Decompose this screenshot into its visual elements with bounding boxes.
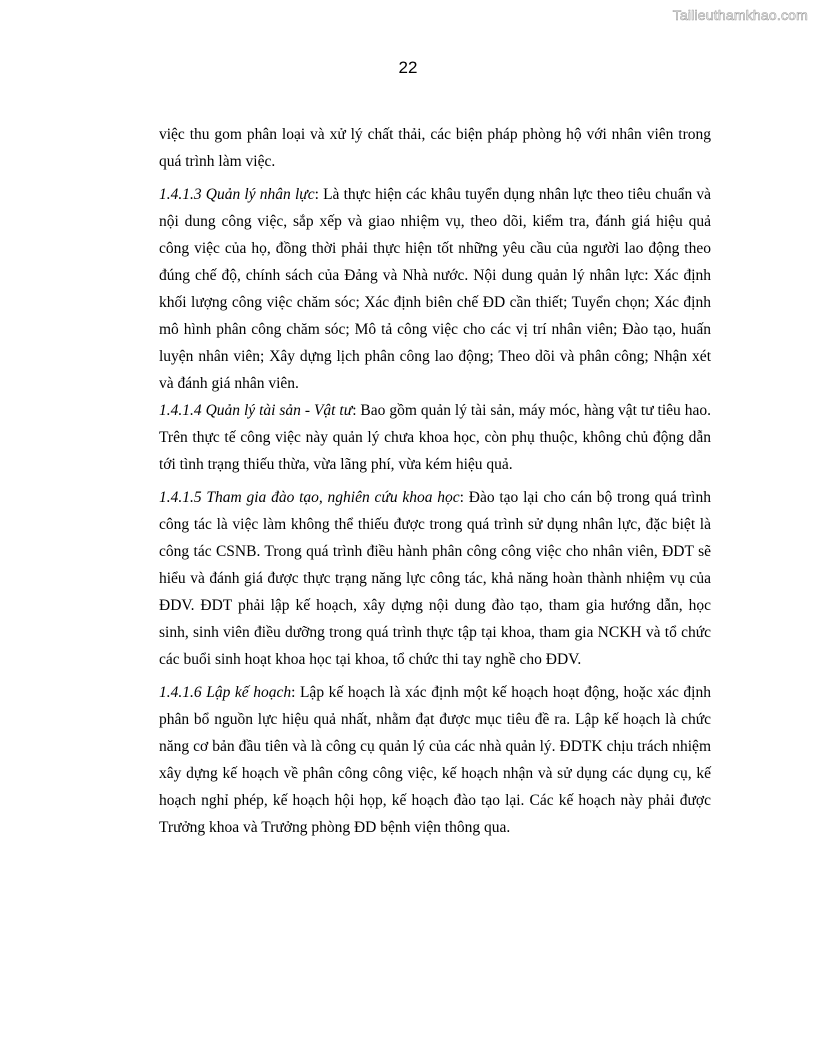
section-heading: 1.4.1.4 Quản lý tài sản - Vật tư [159, 402, 353, 419]
section-heading: 1.4.1.3 Quản lý nhân lực [159, 186, 315, 203]
section-heading: 1.4.1.5 Tham gia đào tạo, nghiên cứu khoa học [159, 489, 460, 506]
section-heading: 1.4.1.6 Lập kế hoạch [159, 684, 292, 701]
paragraph-continuation [159, 121, 711, 175]
paragraph-text: việc thu gom phân loại và xử lý chất thải, các biện pháp phòng hộ với nhân viên trong quá trình làm việc. [159, 126, 711, 170]
paragraph-text: : Bao gồm quản lý tài sản, máy móc, hàng vật tư tiêu hao. Trên thực tế công việc này quản lý chưa khoa học, còn phụ thuộc, không chủ động dẫn tới tình trạng thiếu thừa, vừa lãng phí, vừa kém hiệu quả. [159, 402, 711, 473]
paragraph-assets-supplies [159, 397, 711, 478]
paragraph-training-research [159, 484, 711, 673]
paragraph-text: : Lập kế hoạch là xác định một kế hoạch hoạt động, hoặc xác định phân bổ nguồn lực hiệu quả nhất, nhằm đạt được mục tiêu đề ra. Lập kế hoạch là chức năng cơ bản đầu tiên và là công cụ quản lý của các nhà quản lý. ĐDTK chịu trách nhiệm xây dựng kế hoạch về phân công công việc, kế hoạch nhận và sử dụng các dụng cụ, kế hoạch nghỉ phép, kế hoạch hội họp, kế hoạch đào tạo lại. Các kế hoạch này phải được Trưởng khoa và Trưởng phòng ĐD bệnh viện thông qua. [159, 684, 711, 836]
paragraph-text: : Đào tạo lại cho cán bộ trong quá trình công tác là việc làm không thể thiếu được trong quá trình sử dụng nhân lực, đặc biệt là công tác CSNB. Trong quá trình điều hành phân công công việc cho nhân viên, ĐDT sẽ hiểu và đánh giá được thực trạng năng lực công tác, khả năng hoàn thành nhiệm vụ của ĐDV. ĐDT phải lập kế hoạch, xây dựng nội dung đào tạo, tham gia hướng dẫn, học sinh, sinh viên điều dưỡng trong quá trình thực tập tại khoa, tham gia NCKH và tổ chức các buổi sinh hoạt khoa học tại khoa, tổ chức thi tay nghề cho ĐDV. [159, 489, 711, 668]
watermark: Tailieuthamkhao.com [672, 7, 808, 23]
paragraph-planning [159, 679, 711, 841]
paragraph-human-resources [159, 181, 711, 397]
page-number: 22 [398, 58, 418, 77]
body-text [159, 121, 711, 841]
paragraph-text: : Là thực hiện các khâu tuyển dụng nhân lực theo tiêu chuẩn và nội dung công việc, sắp xếp và giao nhiệm vụ, theo dõi, kiểm tra, đánh giá hiệu quả công việc của họ, đồng thời phải thực hiện tốt những yêu cầu của người lao động theo đúng chế độ, chính sách của Đảng và Nhà nước. Nội dung quản lý nhân lực: Xác định khối lượng công việc chăm sóc; Xác định biên chế ĐD cần thiết; Tuyển chọn; Xác định mô hình phân công chăm sóc; Mô tả công việc cho các vị trí nhân viên; Đào tạo, huấn luyện nhân viên; Xây dựng lịch phân công lao động; Theo dõi và phân công; Nhận xét và đánh giá nhân viên. [159, 186, 711, 392]
